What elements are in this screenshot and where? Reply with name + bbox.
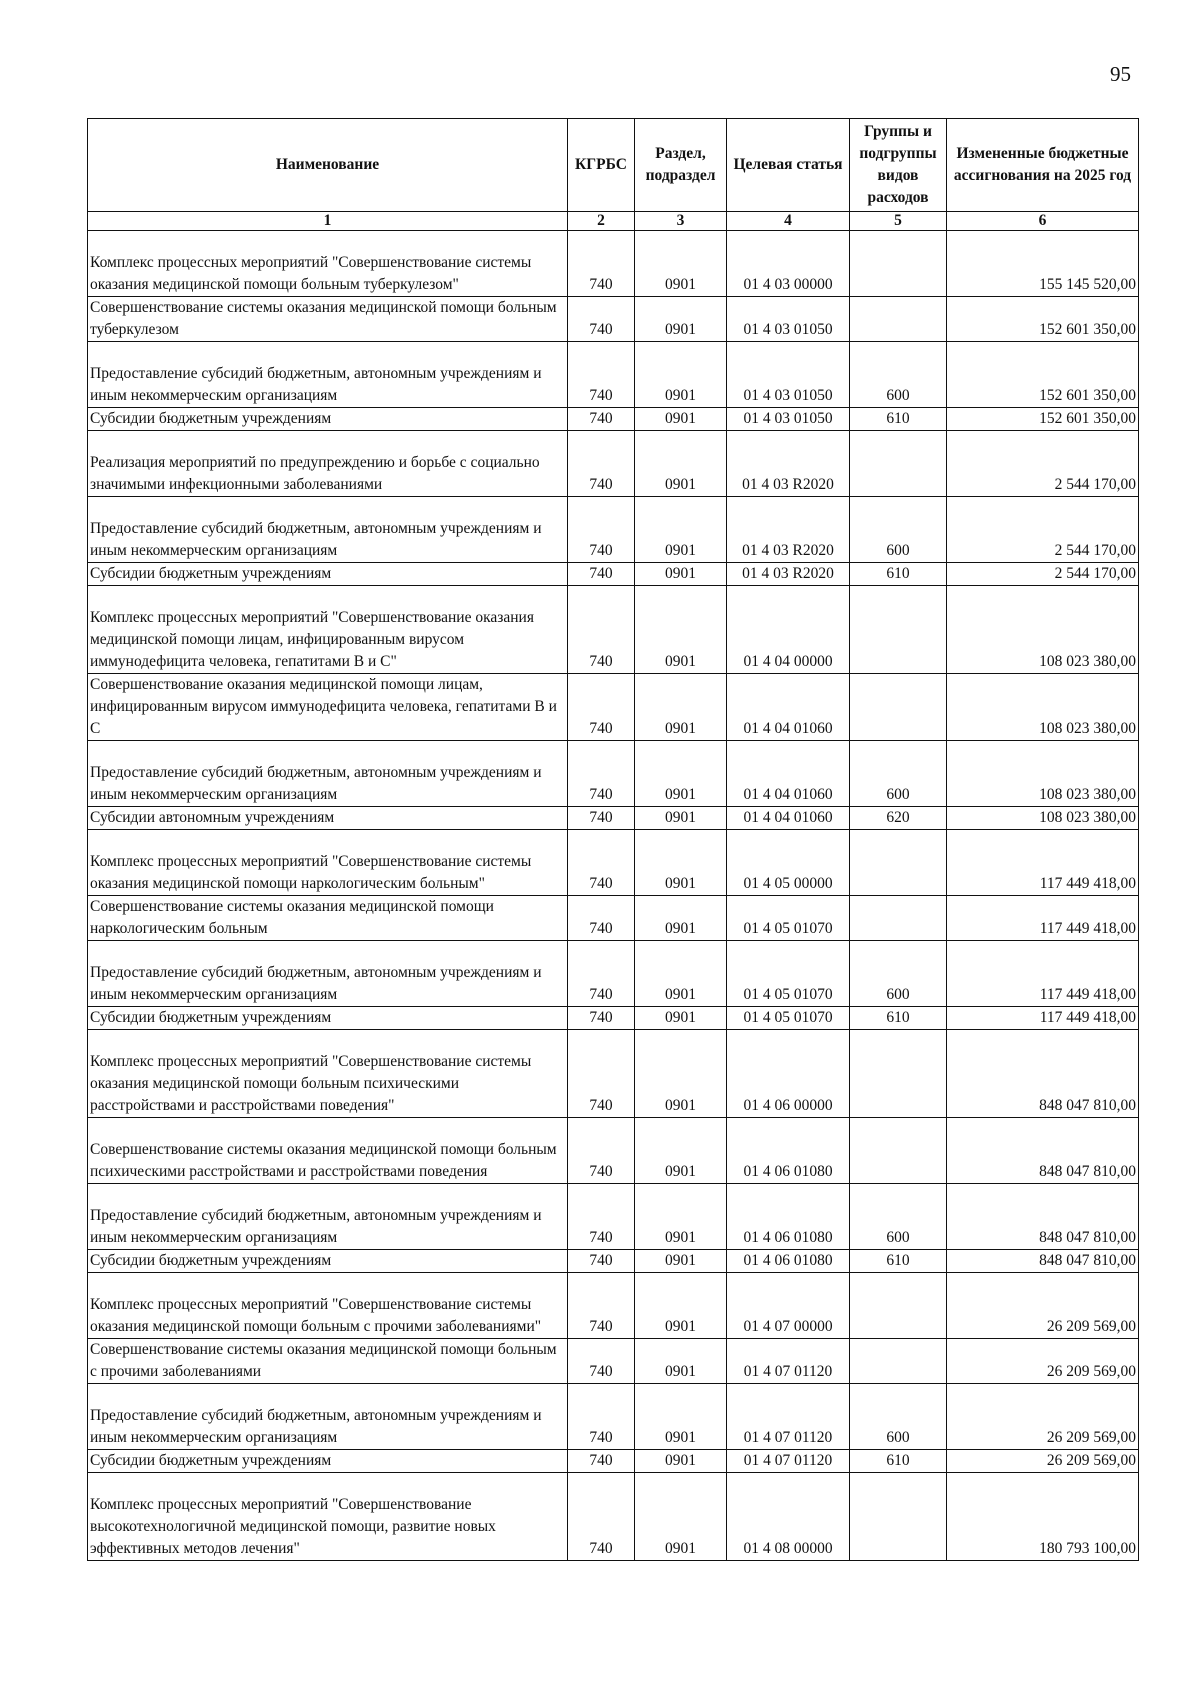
header-kgrbs: КГРБС — [568, 119, 635, 212]
row-group: 600 — [850, 342, 947, 408]
table-row — [88, 741, 1139, 807]
table-row — [88, 1339, 1139, 1384]
header-amount: Измененные бюджетные ассигнования на 2025 год — [947, 119, 1139, 212]
row-target: 01 4 05 01070 — [727, 941, 850, 1007]
row-name: Субсидии бюджетным учреждениям — [88, 563, 568, 586]
row-group: 600 — [850, 741, 947, 807]
row-kgrbs: 740 — [568, 408, 635, 431]
row-target: 01 4 03 R2020 — [727, 497, 850, 563]
row-amount: 108 023 380,00 — [947, 586, 1139, 674]
row-name: Субсидии бюджетным учреждениям — [88, 408, 568, 431]
row-group: 600 — [850, 497, 947, 563]
table-row — [88, 1118, 1139, 1184]
row-name: Совершенствование системы оказания медицинской помощи наркологическим больным — [88, 896, 568, 941]
table-row — [88, 231, 1139, 297]
table-row — [88, 563, 1139, 586]
row-group — [850, 896, 947, 941]
row-name: Предоставление субсидий бюджетным, автономным учреждениям и иным некоммерческим организациям — [88, 342, 568, 408]
table-row — [88, 586, 1139, 674]
row-name: Предоставление субсидий бюджетным, автономным учреждениям и иным некоммерческим организациям — [88, 941, 568, 1007]
row-name: Реализация мероприятий по предупреждению и борьбе с социально значимыми инфекционными заболеваниями — [88, 431, 568, 497]
row-section: 0901 — [635, 342, 727, 408]
row-amount: 2 544 170,00 — [947, 431, 1139, 497]
row-kgrbs: 740 — [568, 563, 635, 586]
header-number: 6 — [947, 212, 1139, 231]
header-number: 1 — [88, 212, 568, 231]
row-kgrbs: 740 — [568, 431, 635, 497]
row-kgrbs: 740 — [568, 231, 635, 297]
row-group — [850, 586, 947, 674]
row-kgrbs: 740 — [568, 896, 635, 941]
row-target: 01 4 03 01050 — [727, 342, 850, 408]
row-amount: 26 209 569,00 — [947, 1450, 1139, 1473]
table-row — [88, 431, 1139, 497]
row-section: 0901 — [635, 1339, 727, 1384]
row-section: 0901 — [635, 231, 727, 297]
row-target: 01 4 03 00000 — [727, 231, 850, 297]
table-row — [88, 941, 1139, 1007]
row-amount: 848 047 810,00 — [947, 1184, 1139, 1250]
row-group — [850, 1030, 947, 1118]
row-name: Предоставление субсидий бюджетным, автономным учреждениям и иным некоммерческим организациям — [88, 741, 568, 807]
table-row — [88, 1030, 1139, 1118]
row-section: 0901 — [635, 1118, 727, 1184]
row-group — [850, 1339, 947, 1384]
row-kgrbs: 740 — [568, 1007, 635, 1030]
table-row — [88, 297, 1139, 342]
row-group — [850, 830, 947, 896]
row-target: 01 4 03 01050 — [727, 408, 850, 431]
row-kgrbs: 740 — [568, 1339, 635, 1384]
row-target: 01 4 06 01080 — [727, 1118, 850, 1184]
row-kgrbs: 740 — [568, 1250, 635, 1273]
row-amount: 26 209 569,00 — [947, 1273, 1139, 1339]
header-target: Целевая статья — [727, 119, 850, 212]
row-kgrbs: 740 — [568, 1273, 635, 1339]
row-target: 01 4 04 01060 — [727, 674, 850, 741]
row-kgrbs: 740 — [568, 1030, 635, 1118]
row-name: Комплекс процессных мероприятий "Совершенствование высокотехнологичной медицинской помощи, развитие новых эффективных методов лечения" — [88, 1473, 568, 1561]
row-section: 0901 — [635, 408, 727, 431]
row-group: 600 — [850, 941, 947, 1007]
row-section: 0901 — [635, 1030, 727, 1118]
row-group: 610 — [850, 563, 947, 586]
table-row — [88, 1450, 1139, 1473]
row-section: 0901 — [635, 1007, 727, 1030]
row-target: 01 4 07 01120 — [727, 1384, 850, 1450]
row-kgrbs: 740 — [568, 941, 635, 1007]
row-section: 0901 — [635, 586, 727, 674]
table-row — [88, 1250, 1139, 1273]
row-group: 600 — [850, 1184, 947, 1250]
row-group — [850, 431, 947, 497]
row-target: 01 4 04 00000 — [727, 586, 850, 674]
row-amount: 2 544 170,00 — [947, 563, 1139, 586]
row-target: 01 4 07 01120 — [727, 1450, 850, 1473]
row-section: 0901 — [635, 674, 727, 741]
table-row — [88, 1384, 1139, 1450]
row-group: 610 — [850, 1250, 947, 1273]
header-section: Раздел, подраздел — [635, 119, 727, 212]
row-group — [850, 1273, 947, 1339]
row-group — [850, 674, 947, 741]
row-target: 01 4 05 01070 — [727, 896, 850, 941]
row-section: 0901 — [635, 1473, 727, 1561]
row-amount: 117 449 418,00 — [947, 1007, 1139, 1030]
row-section: 0901 — [635, 1273, 727, 1339]
row-target: 01 4 08 00000 — [727, 1473, 850, 1561]
row-amount: 117 449 418,00 — [947, 830, 1139, 896]
row-section: 0901 — [635, 896, 727, 941]
row-kgrbs: 740 — [568, 741, 635, 807]
row-name: Комплекс процессных мероприятий "Совершенствование системы оказания медицинской помощи наркологическим больным" — [88, 830, 568, 896]
table-row — [88, 497, 1139, 563]
row-amount: 2 544 170,00 — [947, 497, 1139, 563]
row-amount: 180 793 100,00 — [947, 1473, 1139, 1561]
row-group: 600 — [850, 1384, 947, 1450]
row-group — [850, 1118, 947, 1184]
budget-table — [87, 118, 1139, 1561]
page-number: 95 — [1110, 62, 1131, 86]
row-amount: 108 023 380,00 — [947, 741, 1139, 807]
header-numbers-row — [88, 212, 1139, 231]
row-name: Субсидии бюджетным учреждениям — [88, 1450, 568, 1473]
row-target: 01 4 07 00000 — [727, 1273, 850, 1339]
row-amount: 152 601 350,00 — [947, 297, 1139, 342]
row-section: 0901 — [635, 941, 727, 1007]
row-amount: 26 209 569,00 — [947, 1339, 1139, 1384]
row-name: Совершенствование системы оказания медицинской помощи больным психическими расстройствами и расстройствами поведения — [88, 1118, 568, 1184]
row-target: 01 4 06 01080 — [727, 1184, 850, 1250]
row-group: 610 — [850, 1450, 947, 1473]
row-section: 0901 — [635, 1184, 727, 1250]
row-name: Предоставление субсидий бюджетным, автономным учреждениям и иным некоммерческим организациям — [88, 1184, 568, 1250]
row-kgrbs: 740 — [568, 1118, 635, 1184]
row-section: 0901 — [635, 431, 727, 497]
row-target: 01 4 04 01060 — [727, 807, 850, 830]
row-group — [850, 297, 947, 342]
row-amount: 152 601 350,00 — [947, 408, 1139, 431]
table-row — [88, 1273, 1139, 1339]
row-amount: 117 449 418,00 — [947, 896, 1139, 941]
table-row — [88, 1184, 1139, 1250]
row-kgrbs: 740 — [568, 342, 635, 408]
row-amount: 848 047 810,00 — [947, 1250, 1139, 1273]
row-target: 01 4 03 01050 — [727, 297, 850, 342]
table-row — [88, 830, 1139, 896]
row-section: 0901 — [635, 1450, 727, 1473]
header-number: 2 — [568, 212, 635, 231]
row-group: 620 — [850, 807, 947, 830]
row-amount: 108 023 380,00 — [947, 674, 1139, 741]
row-kgrbs: 740 — [568, 1184, 635, 1250]
header-name: Наименование — [88, 119, 568, 212]
row-target: 01 4 06 01080 — [727, 1250, 850, 1273]
row-section: 0901 — [635, 807, 727, 830]
row-name: Комплекс процессных мероприятий "Совершенствование системы оказания медицинской помощи больным туберкулезом" — [88, 231, 568, 297]
row-kgrbs: 740 — [568, 297, 635, 342]
row-kgrbs: 740 — [568, 586, 635, 674]
row-amount: 155 145 520,00 — [947, 231, 1139, 297]
row-amount: 848 047 810,00 — [947, 1118, 1139, 1184]
header-row — [88, 119, 1139, 212]
row-section: 0901 — [635, 297, 727, 342]
row-group — [850, 1473, 947, 1561]
row-section: 0901 — [635, 741, 727, 807]
row-kgrbs: 740 — [568, 674, 635, 741]
row-kgrbs: 740 — [568, 830, 635, 896]
row-kgrbs: 740 — [568, 1384, 635, 1450]
row-target: 01 4 07 01120 — [727, 1339, 850, 1384]
row-section: 0901 — [635, 563, 727, 586]
row-name: Комплекс процессных мероприятий "Совершенствование системы оказания медицинской помощи больным психическими расстройствами и расстройствами поведения" — [88, 1030, 568, 1118]
table-row — [88, 408, 1139, 431]
row-target: 01 4 04 01060 — [727, 741, 850, 807]
row-name: Совершенствование системы оказания медицинской помощи больным туберкулезом — [88, 297, 568, 342]
row-amount: 26 209 569,00 — [947, 1384, 1139, 1450]
row-section: 0901 — [635, 1250, 727, 1273]
row-target: 01 4 05 01070 — [727, 1007, 850, 1030]
row-name: Предоставление субсидий бюджетным, автономным учреждениям и иным некоммерческим организациям — [88, 1384, 568, 1450]
row-kgrbs: 740 — [568, 497, 635, 563]
row-name: Совершенствование оказания медицинской помощи лицам, инфицированным вирусом иммунодефицита человека, гепатитами B и C — [88, 674, 568, 741]
row-name: Комплекс процессных мероприятий "Совершенствование системы оказания медицинской помощи больным с прочими заболеваниями" — [88, 1273, 568, 1339]
row-name: Субсидии бюджетным учреждениям — [88, 1007, 568, 1030]
row-amount: 117 449 418,00 — [947, 941, 1139, 1007]
header-groups: Группы и подгруппы видов расходов — [850, 119, 947, 212]
header-number: 3 — [635, 212, 727, 231]
table-row — [88, 1473, 1139, 1561]
row-section: 0901 — [635, 830, 727, 896]
row-group: 610 — [850, 408, 947, 431]
row-group — [850, 231, 947, 297]
table-row — [88, 674, 1139, 741]
header-number: 4 — [727, 212, 850, 231]
row-kgrbs: 740 — [568, 1450, 635, 1473]
table-row — [88, 896, 1139, 941]
row-target: 01 4 03 R2020 — [727, 563, 850, 586]
row-name: Комплекс процессных мероприятий "Совершенствование оказания медицинской помощи лицам, инфицированным вирусом иммунодефицита человека, гепатитами B и C" — [88, 586, 568, 674]
row-section: 0901 — [635, 497, 727, 563]
row-name: Субсидии бюджетным учреждениям — [88, 1250, 568, 1273]
row-section: 0901 — [635, 1384, 727, 1450]
row-amount: 848 047 810,00 — [947, 1030, 1139, 1118]
table-row — [88, 807, 1139, 830]
row-kgrbs: 740 — [568, 1473, 635, 1561]
row-amount: 108 023 380,00 — [947, 807, 1139, 830]
table-row — [88, 1007, 1139, 1030]
header-number: 5 — [850, 212, 947, 231]
row-name: Совершенствование системы оказания медицинской помощи больным с прочими заболеваниями — [88, 1339, 568, 1384]
row-name: Субсидии автономным учреждениям — [88, 807, 568, 830]
row-target: 01 4 03 R2020 — [727, 431, 850, 497]
row-amount: 152 601 350,00 — [947, 342, 1139, 408]
table-row — [88, 342, 1139, 408]
row-name: Предоставление субсидий бюджетным, автономным учреждениям и иным некоммерческим организациям — [88, 497, 568, 563]
row-kgrbs: 740 — [568, 807, 635, 830]
row-group: 610 — [850, 1007, 947, 1030]
row-target: 01 4 06 00000 — [727, 1030, 850, 1118]
row-target: 01 4 05 00000 — [727, 830, 850, 896]
